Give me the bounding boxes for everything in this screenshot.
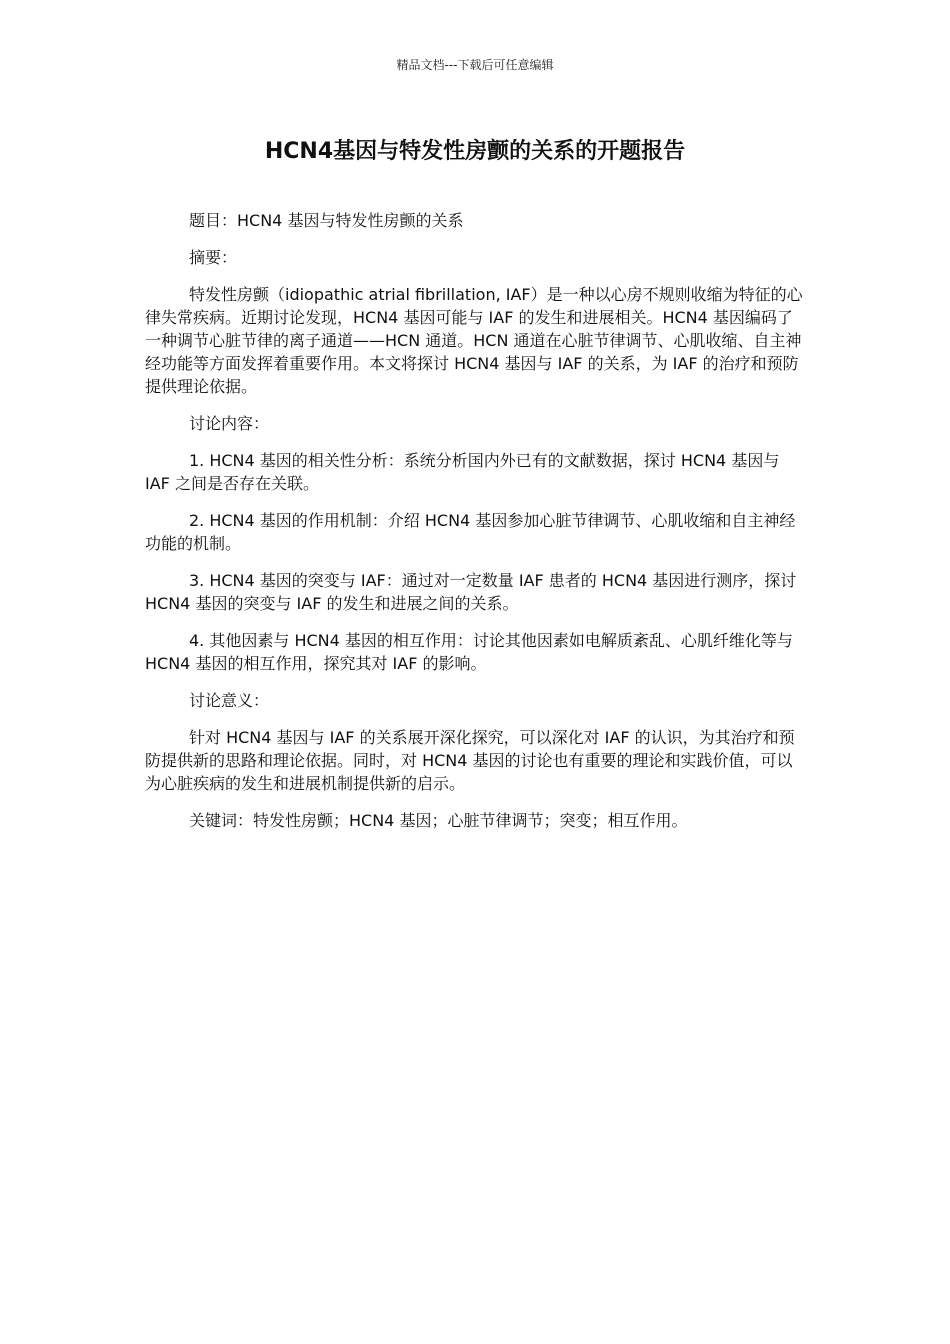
header-note: 精品文档---下载后可任意编辑 xyxy=(396,58,554,72)
paragraph-abstract: 特发性房颤（idiopathic atrial fibrillation, IAF）是一种以心房不规则收缩为特征的心律失常疾病。近期讨论发现，HCN4 基因可能与 IAF 的发生和进展相关。HCN4 基因编码了一种调节心脏节律的离子通道——HCN 通道。HCN 通道在心脏节律调节、心肌收缩、自主神经功能等方面发挥着重要作用。本文将探讨 HCN4 基因与 IAF 的关系，为 IAF 的治疗和预防提供理论依据。 xyxy=(145,285,803,396)
discussion-item-1: 1. HCN4 基因的相关性分析：系统分析国内外已有的文献数据，探讨 HCN4 基因与 IAF 之间是否存在关联。 xyxy=(145,451,780,493)
discussion-item-4: 4. 其他因素与 HCN4 基因的相互作用：讨论其他因素如电解质紊乱、心肌纤维化等与 HCN4 基因的相互作用，探究其对 IAF 的影响。 xyxy=(145,631,793,673)
paragraph-significance: 针对 HCN4 基因与 IAF 的关系展开深化探究，可以深化对 IAF 的认识，为其治疗和预防提供新的思路和理论依据。同时，对 HCN4 基因的讨论也有重要的理论和实践价值，可以为心脏疾病的发生和进展机制提供新的启示。 xyxy=(145,728,795,793)
paragraph-keywords: 关键词：特发性房颤；HCN4 基因；心脏节律调节；突变；相互作用。 xyxy=(189,811,688,830)
document-title: HCN4基因与特发性房颤的关系的开题报告 xyxy=(264,139,686,164)
heading-abstract: 摘要： xyxy=(189,248,238,267)
heading-discussion-content: 讨论内容： xyxy=(189,414,270,433)
discussion-item-2: 2. HCN4 基因的作用机制：介绍 HCN4 基因参加心脏节律调节、心肌收缩和自主神经功能的机制。 xyxy=(145,511,796,553)
document-body xyxy=(145,209,807,846)
discussion-item-3: 3. HCN4 基因的突变与 IAF：通过对一定数量 IAF 患者的 HCN4 基因进行测序，探讨 HCN4 基因的突变与 IAF 的发生和进展之间的关系。 xyxy=(145,571,797,613)
paragraph-topic: 题目：HCN4 基因与特发性房颤的关系 xyxy=(189,211,464,230)
heading-significance: 讨论意义： xyxy=(189,691,270,710)
